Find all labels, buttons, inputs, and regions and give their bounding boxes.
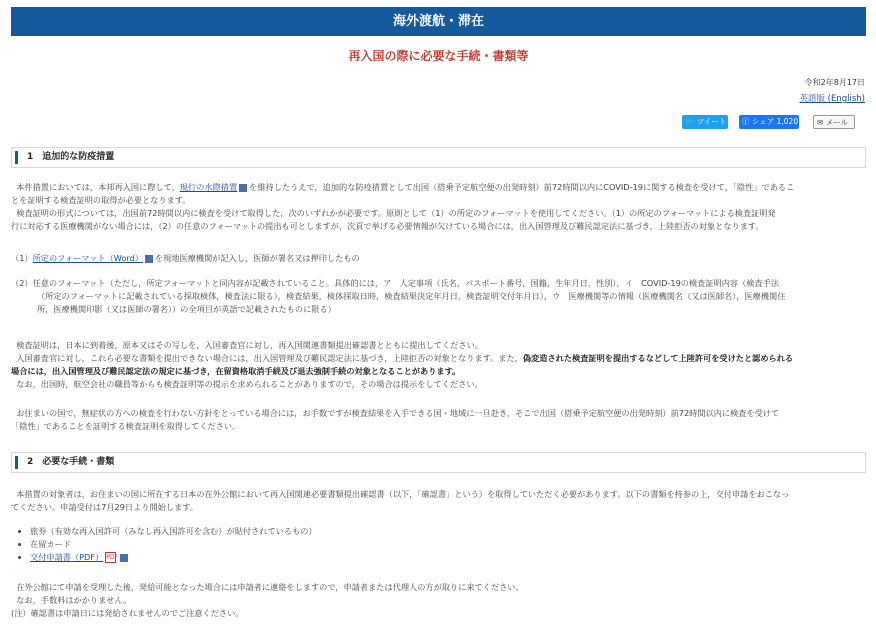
- section-heading-1: [11, 147, 866, 168]
- format-option-2: （2）任意のフォーマット（ただし，所定フォーマットと同内容が記載されていること。具体的には，ア 人定事項（氏名，パスポート番号，国籍，生年月日，性別），イ COVID-19の検査証明内容（検査手法 （所定のフォーマットに記載されている採取検体，検査法に限る），検査結果，検体採取日時，検査結果決定年月日，検査証明交付年月日），ウ 医療機関等の情報（医療機関名（又は医師名），医療機関住 所，医療機関印影（又は医師の署名））の全項目が英語で記載されたものに限る）: [11, 278, 786, 314]
- external-link-icon: [239, 184, 247, 192]
- required-documents-list: [14, 525, 317, 564]
- format-option-1: （1）所定のフォーマット（Word） を現地医療機関が記入し，医師が署名又は押印したもの: [11, 253, 360, 263]
- publish-date: 令和2年8月17日: [804, 78, 865, 87]
- facebook-share-button[interactable]: ⓕ シェア 1,020: [739, 115, 799, 129]
- section-title: 2 必要な手続・書類: [27, 457, 115, 467]
- twitter-icon: 🐦: [685, 117, 695, 126]
- section2-paragraph-2: 在外公館にて申請を受理した後，発給可能となった場合には申請者に連絡をしますので，申請者または代理人の方が取りに来てください。 なお，手数料はかかりません。 (注）確認書は申請日には発給されませんのでご注意ください。: [11, 582, 524, 618]
- facebook-icon: ⓕ: [742, 117, 750, 126]
- application-form-link[interactable]: 交付申請書（PDF）: [30, 552, 104, 562]
- pdf-icon: PDF: [106, 554, 118, 561]
- tweet-button[interactable]: 🐦 ツイート: [682, 115, 728, 129]
- category-header: 海外渡航・滞在: [11, 7, 866, 36]
- external-link-icon: [120, 554, 128, 562]
- section2-paragraph-1: 本措置の対象者は，お住まいの国に所在する日本の在外公館において再入国関連必要書類提出確認書（以下，「確認書」という）を取得していただく必要があります。以下の書類を持参の上，交付申請をおこなっ てください。申請受付は7月29日より開始します。: [11, 489, 790, 512]
- heading-accent-bar: [15, 151, 18, 164]
- heading-accent-bar: [15, 456, 18, 469]
- list-item: • 旅券（有効な再入国許可（みなし再入国許可を含む）が貼付されているもの）: [30, 525, 317, 538]
- english-version-link[interactable]: 英語版 (English): [799, 94, 865, 104]
- section1-paragraph-1: 本件措置においては，本邦再入国に際して，現行の水際措置 を維持したうえで，追加的な防疫措置として出国（搭乗予定航空便の出発時刻）前72時間以内にCOVID-19に関する検査を受けて，「陰性」であるこ とを証明する検査証明の取得が必要となります。 検査証明の形式については，出国前72時間以内に検査を受けて取得した，次のいずれかが必要です。原則として（1）の所定のフォーマットを使用してください。（1）の所定のフォーマットによる検査証明発 行に対応する医療機関がない場合には，（2）の任意のフォーマットの提出も可としますが，次頁で挙げる必要情報が欠けている場合には，出入国管理及び難民認定法に基づき，上陸拒否の対象となります。: [11, 182, 795, 231]
- mail-icon: ✉: [817, 118, 824, 127]
- section-title: 1 追加的な防疫措置: [27, 152, 115, 162]
- word-format-link[interactable]: 所定のフォーマット（Word）: [32, 253, 143, 263]
- page-title: 再入国の際に必要な手続・書類等: [348, 49, 529, 63]
- list-item: [30, 551, 317, 564]
- mail-button[interactable]: ✉ メール: [813, 115, 855, 129]
- section1-paragraph-4: お住まいの国で，無症状の方への検査を行わない方針をとっている場合には，お手数ですが検査結果を入手できる国・地域に一旦赴き，そこで出国（搭乗予定航空便の出発時刻）前72時間以内に検査を受けて 「陰性」であることを証明する検査証明を取得してください。: [11, 408, 780, 431]
- section-heading-2: [11, 452, 866, 473]
- word-file-icon: [145, 255, 153, 263]
- list-item: • 在留カード: [30, 538, 317, 551]
- section1-paragraph-3: 検査証明は，日本に到着後，原本又はその写しを，入国審査官に対し，再入国関連書類提出確認書とともに提出してください。 入国審査官に対し，これら必要な書類を提出できない場合には，出入国管理及び難民認定法に基づき，上陸拒否の対象となります。また，偽変造された検査証明を提出するなどして上陸許可を受けたと認められる 場合には，出入国管理及び難民認定法の規定に基づき，在留資格取消手続及び退去強制手続の対象となることがあります。 なお，出国時，航空会社の職員等からも検査証明等の提示を求められることがありますので，その場合は提示をしてください。: [11, 340, 794, 389]
- border-measures-link[interactable]: 現行の水際措置: [179, 182, 238, 192]
